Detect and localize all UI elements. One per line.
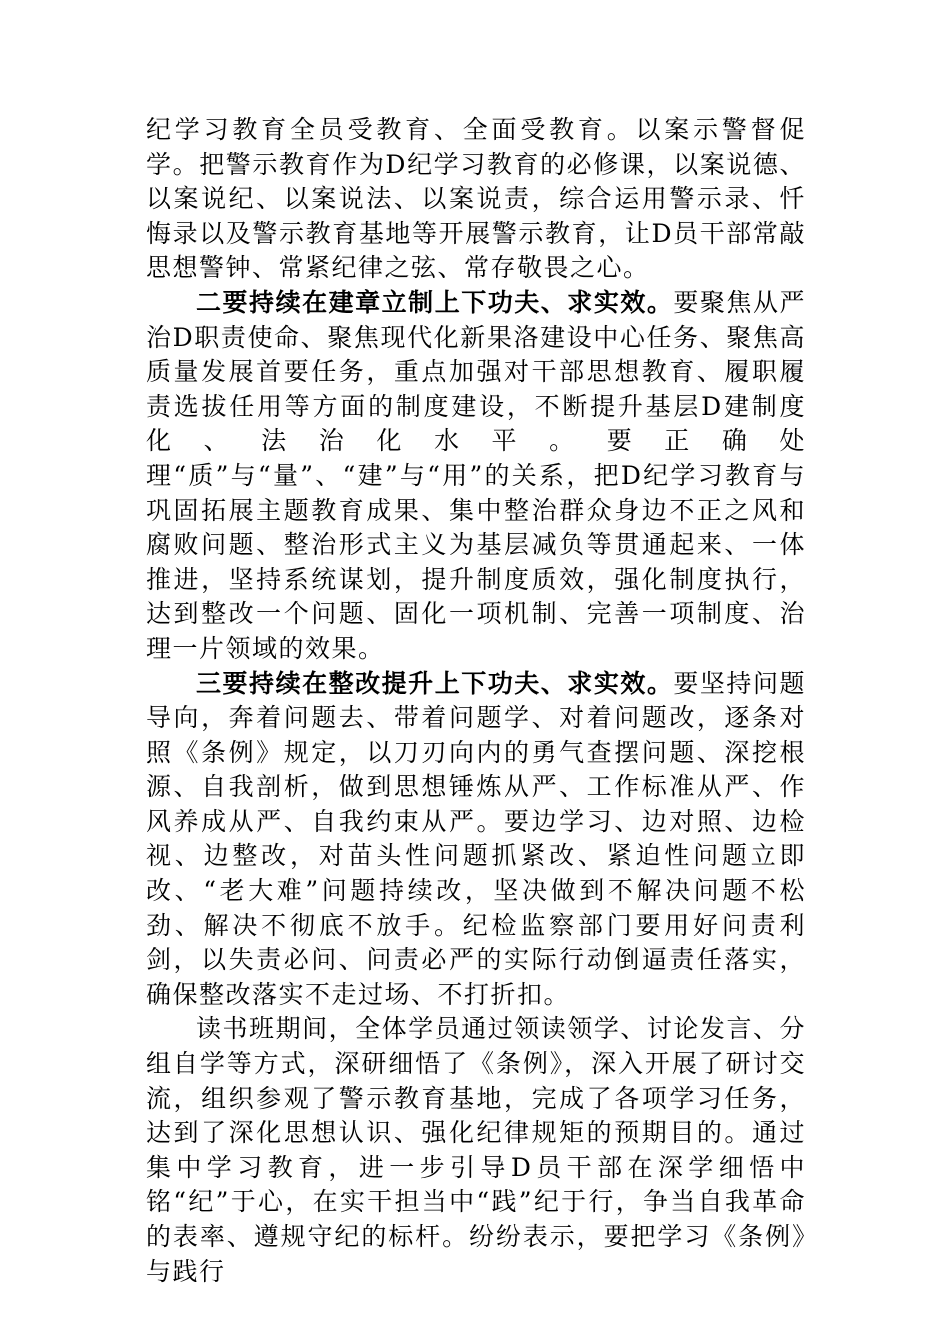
document-page bbox=[146, 113, 806, 1289]
paragraph-lead-heading: 二要持续在建章立制上下功夫、求实效。 bbox=[196, 287, 674, 317]
paragraph-intro-continuation bbox=[146, 113, 806, 286]
paragraph-body: 纪学习教育全员受教育、全面受教育。以案示警督促学。把警示教育作为D纪学习教育的必修课，以案说德、以案说纪、以案说法、以案说责，综合运用警示录、忏悔录以及警示教育基地等开展警示教育，让D员干部常敲思想警钟、常紧纪律之弦、常存敬畏之心。 bbox=[146, 115, 806, 283]
paragraph-rectification bbox=[146, 667, 806, 1013]
paragraph-body: 读书班期间，全体学员通过领读领学、讨论发言、分组自学等方式，深研细悟了《条例》，深入开展了研讨交流，组织参观了警示教育基地，完成了各项学习任务，达到了深化思想认识、强化纪律规矩的预期目的。通过集中学习教育，进一步引导D员干部在深学细悟中铭“纪”于心，在实干担当中“践”纪于行，争当自我革命的表率、遵规守纪的标杆。纷纷表示，要把学习《条例》与践行 bbox=[146, 1014, 806, 1286]
paragraph-lead-heading: 三要持续在整改提升上下功夫、求实效。 bbox=[196, 668, 674, 698]
paragraph-rules-building bbox=[146, 286, 806, 667]
paragraph-body: 要聚焦从严治D职责使命、聚焦现代化新果洛建设中心任务、聚焦高质量发展首要任务，重点加强对干部思想教育、履职履责选拔任用等方面的制度建设，不断提升基层D建制度化、法治化水平。要正确处理“质”与“量”、“建”与“用”的关系，把D纪学习教育与巩固拓展主题教育成果、集中整治群众身边不正之风和腐败问题、整治形式主义为基层减负等贯通起来、一体推进，坚持系统谋划，提升制度质效，强化制度执行，达到整改一个问题、固化一项机制、完善一项制度、治理一片领域的效果。 bbox=[146, 287, 806, 663]
paragraph-study-class-summary bbox=[146, 1012, 806, 1289]
paragraph-body: 要坚持问题导向，奔着问题去、带着问题学、对着问题改，逐条对照《条例》规定，以刀刃向内的勇气查摆问题、深挖根源、自我剖析，做到思想锤炼从严、工作标准从严、作风养成从严、自我约束从严。要边学习、边对照、边检视、边整改，对苗头性问题抓紧改、紧迫性问题立即改、“老大难”问题持续改，坚决做到不解决问题不松劲、解决不彻底不放手。纪检监察部门要用好问责利剑，以失责必问、问责必严的实际行动倒逼责任落实，确保整改落实不走过场、不打折扣。 bbox=[146, 668, 806, 1009]
